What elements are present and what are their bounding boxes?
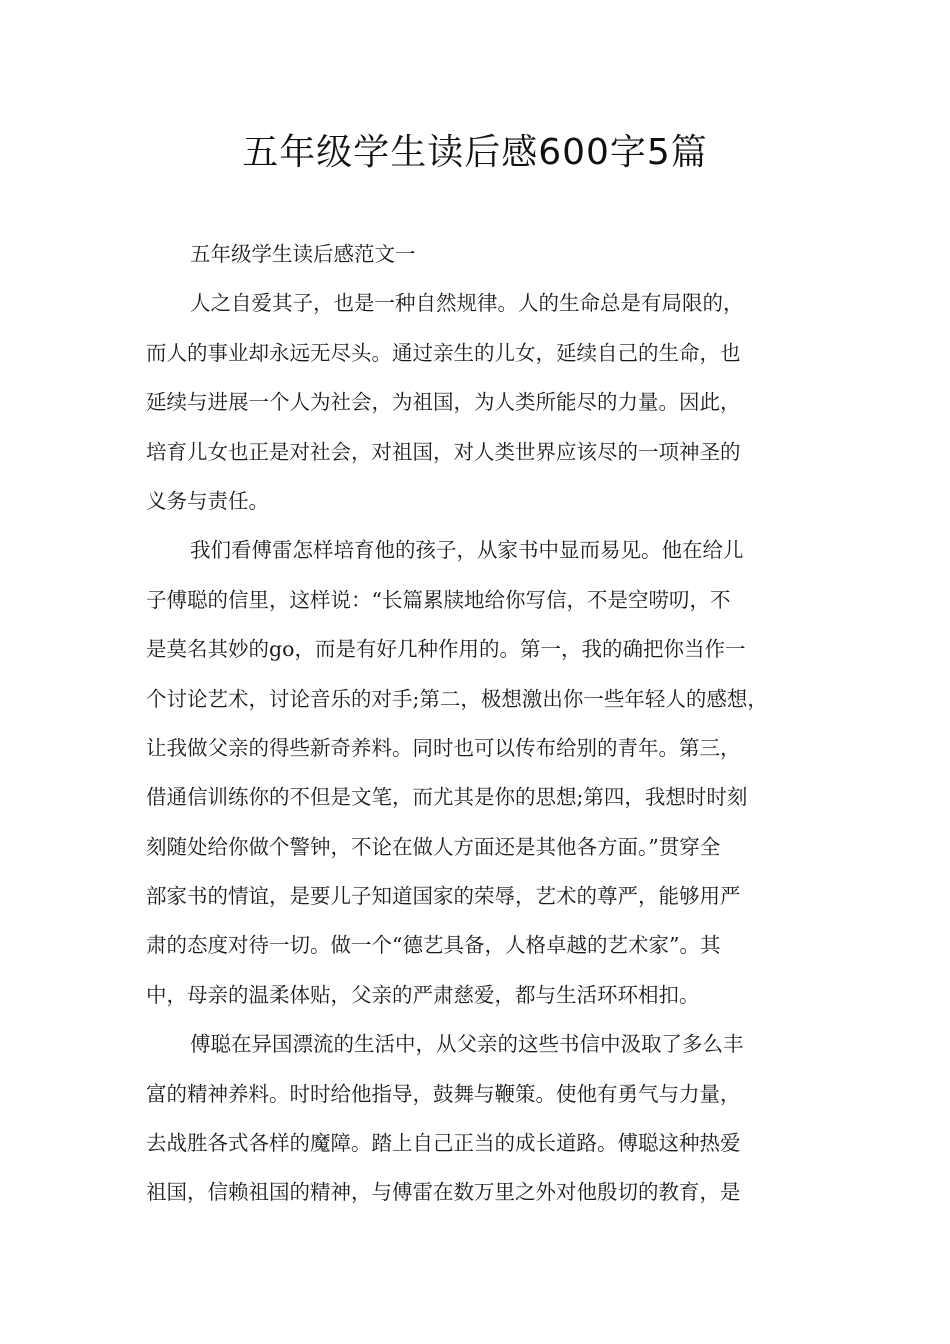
- text-line: 刻随处给你做个警钟，不论在做人方面还是其他各方面。”贯穿全: [146, 834, 721, 859]
- text-line: 延续与进展一个人为社会，为祖国，为人类所能尽的力量。因此，: [146, 390, 741, 415]
- text-line: 子傅聪的信里，这样说：“长篇累牍地给你写信，不是空唠叨，不: [146, 587, 731, 612]
- text-line: 中，母亲的温柔体贴，父亲的严肃慈爱，都与生活环环相扣。: [146, 982, 700, 1007]
- text-line: 培育儿女也正是对社会，对祖国，对人类世界应该尽的一项神圣的: [146, 439, 741, 464]
- text-line: 义务与责任。: [146, 488, 269, 513]
- section-heading: 五年级学生读后感范文一: [190, 242, 416, 266]
- text-line: 去战胜各式各样的魔障。踏上自己正当的成长道路。傅聪这种热爱: [146, 1131, 741, 1156]
- text-line: 傅聪在异国漂流的生活中，从父亲的这些书信中汲取了多么丰: [190, 1032, 744, 1057]
- text-line: 让我做父亲的得些新奇养料。同时也可以传布给别的青年。第三，: [146, 735, 741, 760]
- paragraph-lines: [146, 279, 816, 1217]
- text-line: 肃的态度对待一切。做一个“德艺具备，人格卓越的艺术家”。其: [146, 933, 721, 958]
- text-line: 借通信训练你的不但是文笔，而尤其是你的思想;第四，我想时时刻: [146, 785, 748, 810]
- text-line: 富的精神养料。时时给他指导，鼓舞与鞭策。使他有勇气与力量，: [146, 1081, 741, 1106]
- text-line: 而人的事业却永远无尽头。通过亲生的儿女，延续自己的生命，也: [146, 340, 741, 365]
- text-line: 部家书的情谊，是要儿子知道国家的荣辱，艺术的尊严，能够用严: [146, 884, 741, 909]
- text-line: 是莫名其妙的go，而是有好几种作用的。第一，我的确把你当作一: [146, 637, 746, 662]
- document-body: [146, 230, 816, 1218]
- document-title: 五年级学生读后感600字5篇: [242, 132, 708, 173]
- text-line: 祖国，信赖祖国的精神，与傅雷在数万里之外对他殷切的教育，是: [146, 1180, 741, 1205]
- text-line: 个讨论艺术，讨论音乐的对手;第二，极想激出你一些年轻人的感想，: [146, 686, 768, 711]
- text-line: 我们看傅雷怎样培育他的孩子，从家书中显而易见。他在给儿: [190, 538, 744, 563]
- text-line: 人之自爱其子，也是一种自然规律。人的生命总是有局限的，: [190, 291, 744, 316]
